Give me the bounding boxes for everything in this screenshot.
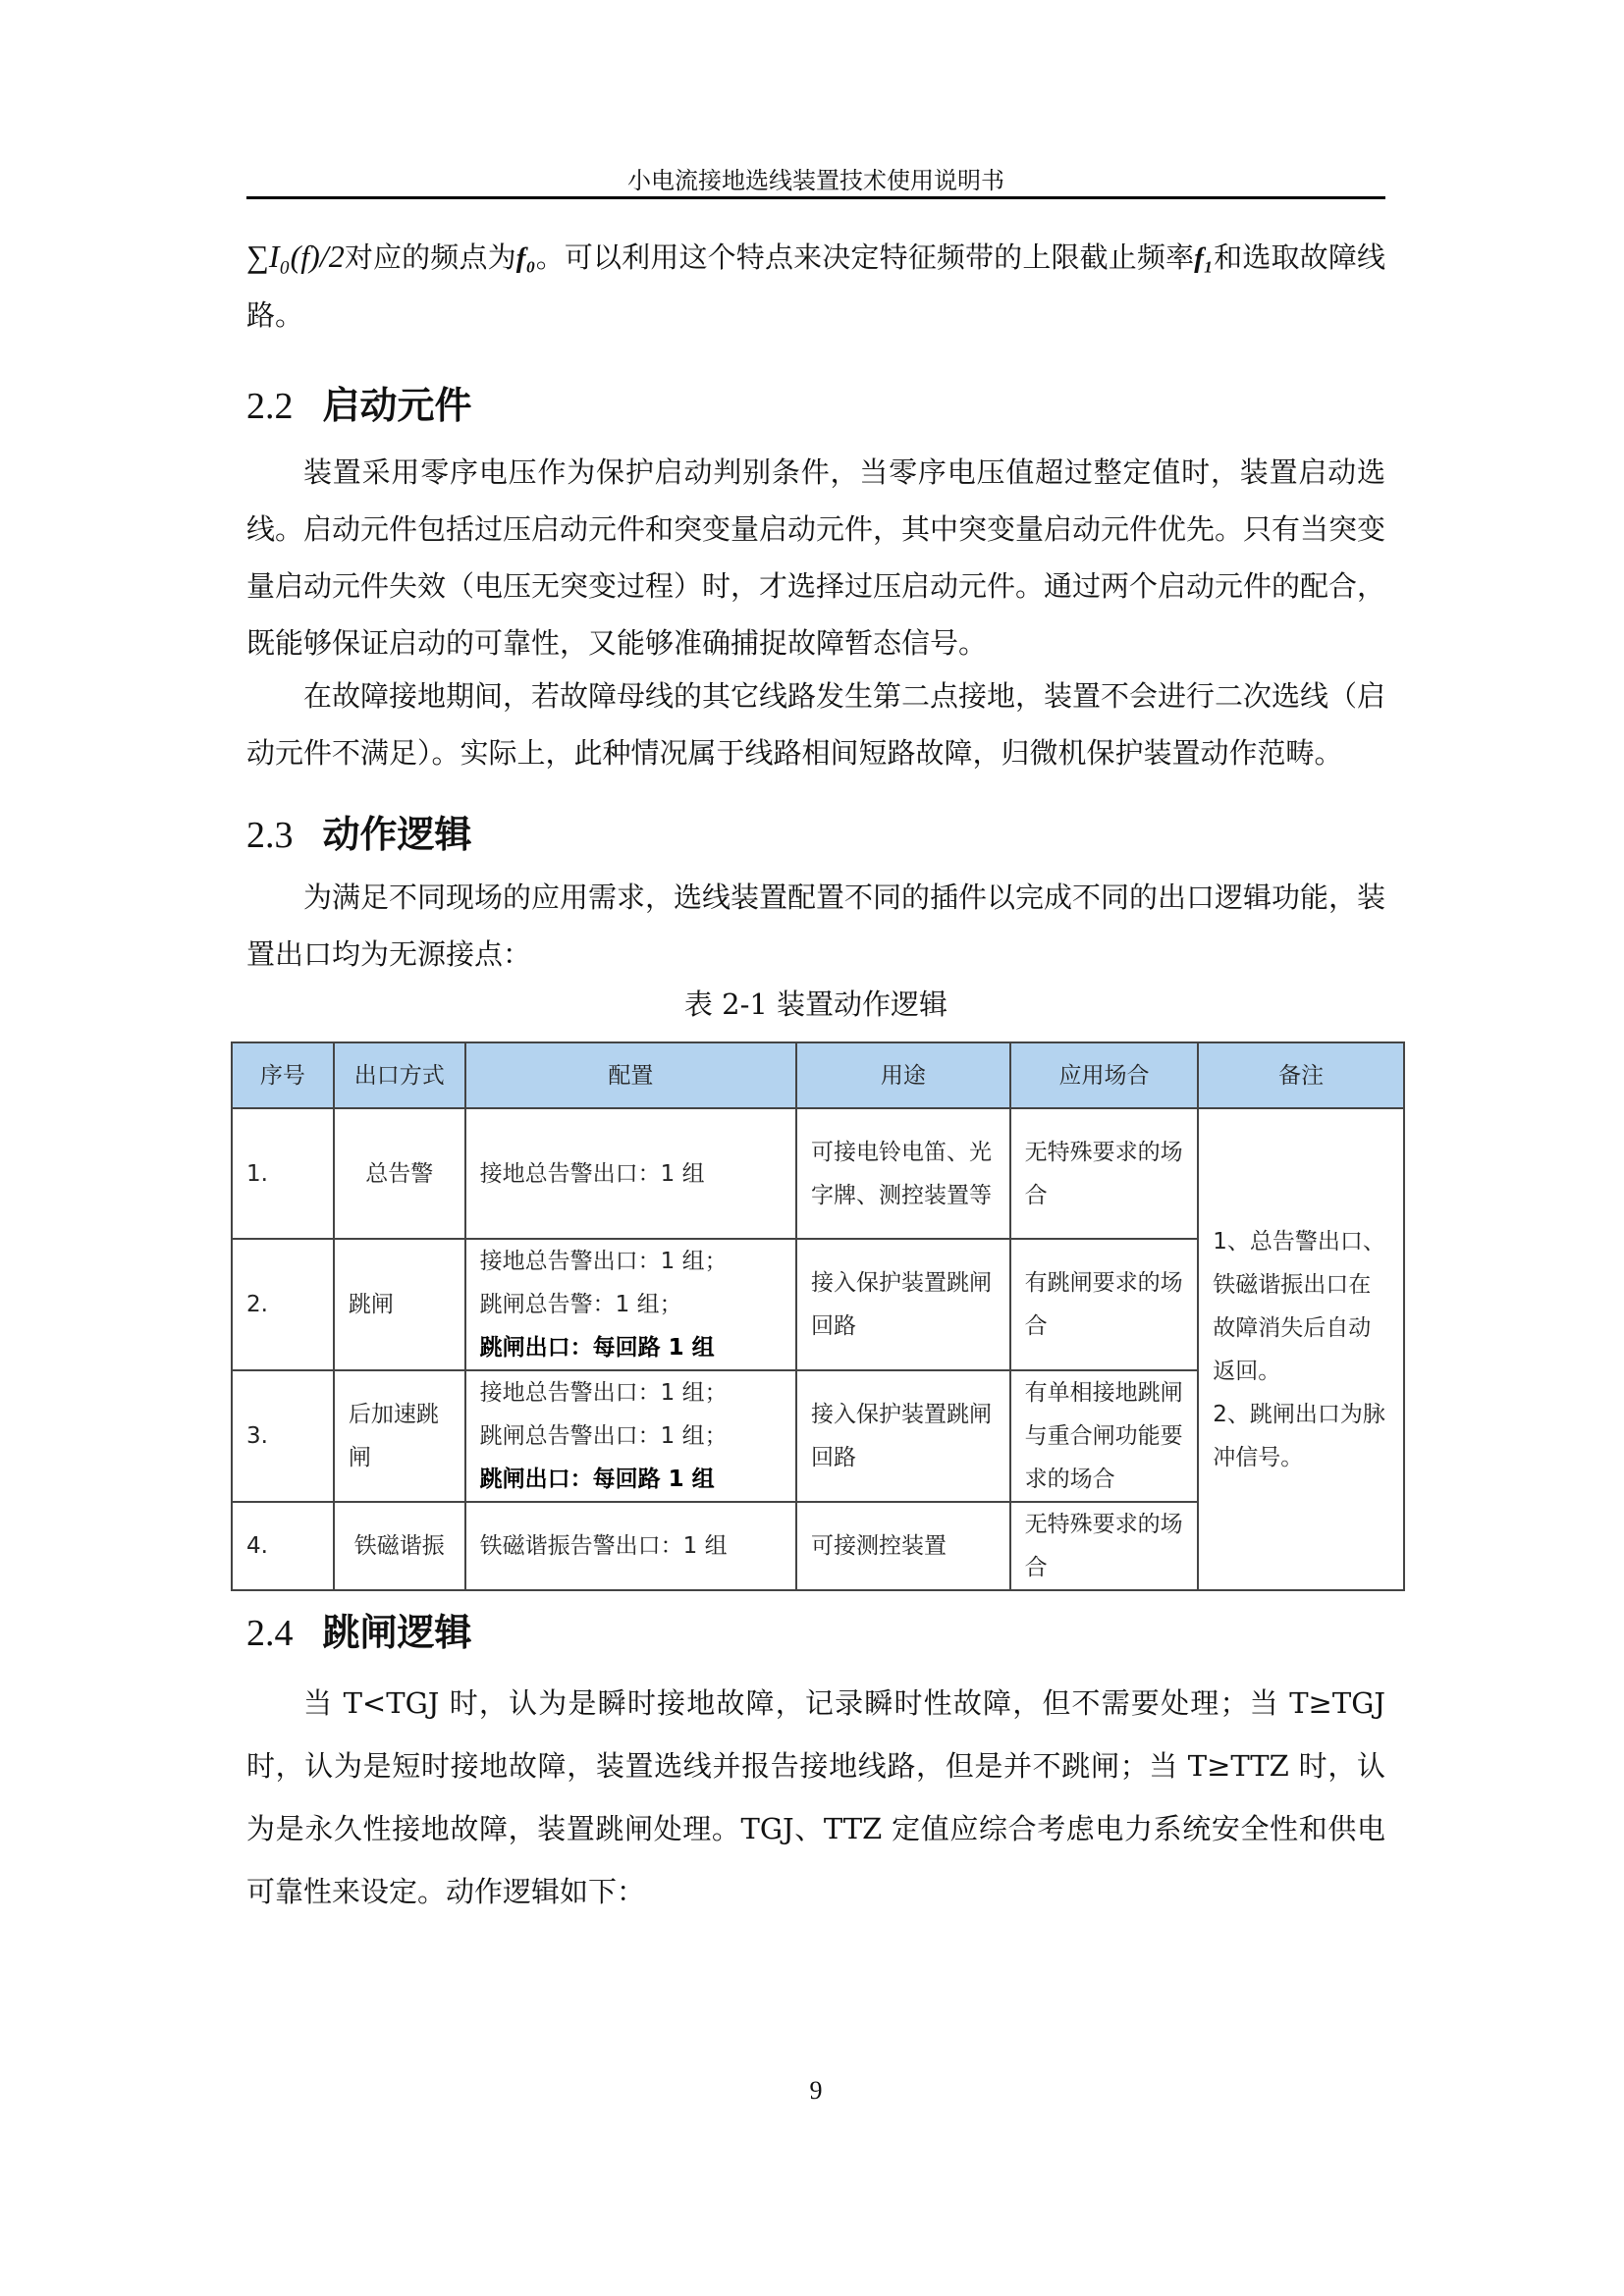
cell-no: 1. bbox=[232, 1108, 334, 1239]
intro-paragraph bbox=[246, 228, 1385, 344]
cell-use: 接入保护装置跳闸回路 bbox=[796, 1239, 1010, 1370]
paragraph-action-logic: 为满足不同现场的应用需求，选线装置配置不同的插件以完成不同的出口逻辑功能，装置出口均为无源接点： bbox=[246, 881, 1386, 971]
config-line: 铁磁谐振告警出口：1 组 bbox=[479, 1533, 728, 1559]
remark-line: 1、总告警出口、铁磁谐振出口在故障消失后自动返回。 bbox=[1213, 1228, 1385, 1384]
remark-line: 2、跳闸出口为脉冲信号。 bbox=[1213, 1401, 1385, 1470]
section-heading-2-2 bbox=[246, 381, 472, 431]
sum-formula: ∑I₀(f)/2 bbox=[246, 239, 345, 274]
config-line: 跳闸总告警：1 组； bbox=[479, 1292, 682, 1317]
cell-use: 可接电铃电笛、光字牌、测控装置等 bbox=[796, 1108, 1010, 1239]
section-title: 跳闸逻辑 bbox=[322, 1611, 472, 1654]
config-line-bold: 跳闸出口：每回路 1 组 bbox=[479, 1335, 715, 1361]
section-title: 动作逻辑 bbox=[322, 813, 472, 856]
table-header-row bbox=[232, 1042, 1404, 1108]
cell-use: 可接测控装置 bbox=[796, 1502, 1010, 1590]
header-use: 用途 bbox=[796, 1042, 1010, 1108]
section-number: 2.2 bbox=[246, 386, 294, 427]
cell-mode: 铁磁谐振 bbox=[334, 1502, 465, 1590]
cell-scene: 无特殊要求的场合 bbox=[1010, 1108, 1199, 1239]
cell-config bbox=[465, 1108, 796, 1239]
symbol-f1: f₁ bbox=[1194, 242, 1215, 274]
table-caption: 表 2-1 装置动作逻辑 bbox=[683, 988, 948, 1021]
header-remark: 备注 bbox=[1198, 1042, 1404, 1108]
section-heading-2-3 bbox=[246, 810, 472, 860]
cell-scene: 有单相接地跳闸与重合闸功能要求的场合 bbox=[1010, 1370, 1199, 1502]
cell-config bbox=[465, 1370, 796, 1502]
cell-mode: 跳闸 bbox=[334, 1239, 465, 1370]
section-number: 2.4 bbox=[246, 1613, 294, 1654]
header-scene: 应用场合 bbox=[1010, 1042, 1199, 1108]
intro-text-1: 对应的频点为 bbox=[344, 240, 516, 274]
header-no: 序号 bbox=[232, 1042, 334, 1108]
running-header: 小电流接地选线装置技术使用说明书 bbox=[627, 167, 1004, 194]
header-config: 配置 bbox=[465, 1042, 796, 1108]
page-number: 9 bbox=[809, 2076, 823, 2105]
table-row bbox=[232, 1108, 1404, 1239]
intro-text-2: 。可以利用这个特点来决定特征频带的上限截止频率 bbox=[535, 240, 1195, 274]
cell-mode: 总告警 bbox=[334, 1108, 465, 1239]
config-line: 接地总告警出口：1 组 bbox=[479, 1160, 705, 1187]
config-line: 跳闸总告警出口：1 组； bbox=[479, 1423, 728, 1449]
cell-config bbox=[465, 1502, 796, 1590]
symbol-f0: f₀ bbox=[515, 242, 536, 274]
cell-no: 4. bbox=[232, 1502, 334, 1590]
intro-text-3: 和选取故障线路。 bbox=[246, 240, 1385, 332]
cell-scene: 有跳闸要求的场合 bbox=[1010, 1239, 1199, 1370]
config-line: 接地总告警出口：1 组； bbox=[479, 1249, 728, 1274]
cell-scene: 无特殊要求的场合 bbox=[1010, 1502, 1199, 1590]
cell-no: 3. bbox=[232, 1370, 334, 1502]
header-mode: 出口方式 bbox=[334, 1042, 465, 1108]
section-title: 启动元件 bbox=[322, 384, 472, 427]
section-number: 2.3 bbox=[246, 815, 294, 856]
cell-no: 2. bbox=[232, 1239, 334, 1370]
paragraph-trip-logic: 当 T<TGJ 时，认为是瞬时接地故障，记录瞬时性故障，但不需要处理；当 T≥TGJ 时，认为是短时接地故障，装置选线并报告接地线路，但是并不跳闸；当 T≥TTZ 时，认为是永久性接地故障，装置跳闸处理。TGJ、TTZ 定值应综合考虑电力系统安全性和供电可靠性来设定。动作逻辑如下： bbox=[246, 1686, 1385, 1908]
cell-remark bbox=[1198, 1108, 1404, 1590]
section-heading-2-4 bbox=[246, 1608, 472, 1658]
config-line: 接地总告警出口：1 组； bbox=[479, 1380, 728, 1406]
paragraph-startup-element: 装置采用零序电压作为保护启动判别条件，当零序电压值超过整定值时，装置启动选线。启动元件包括过压启动元件和突变量启动元件，其中突变量启动元件优先。只有当突变量启动元件失效（电压无突变过程）时，才选择过压启动元件。通过两个启动元件的配合，既能够保证启动的可靠性，又能够准确捕捉故障暂态信号。 bbox=[246, 455, 1386, 660]
action-logic-table bbox=[231, 1041, 1405, 1591]
cell-config bbox=[465, 1239, 796, 1370]
config-line-bold: 跳闸出口：每回路 1 组 bbox=[479, 1467, 715, 1492]
cell-use: 接入保护装置跳闸回路 bbox=[796, 1370, 1010, 1502]
paragraph-second-ground: 在故障接地期间，若故障母线的其它线路发生第二点接地，装置不会进行二次选线（启动元件不满足）。实际上，此种情况属于线路相间短路故障，归微机保护装置动作范畴。 bbox=[246, 679, 1386, 770]
cell-mode: 后加速跳闸 bbox=[334, 1370, 465, 1502]
header-rule bbox=[246, 196, 1385, 199]
